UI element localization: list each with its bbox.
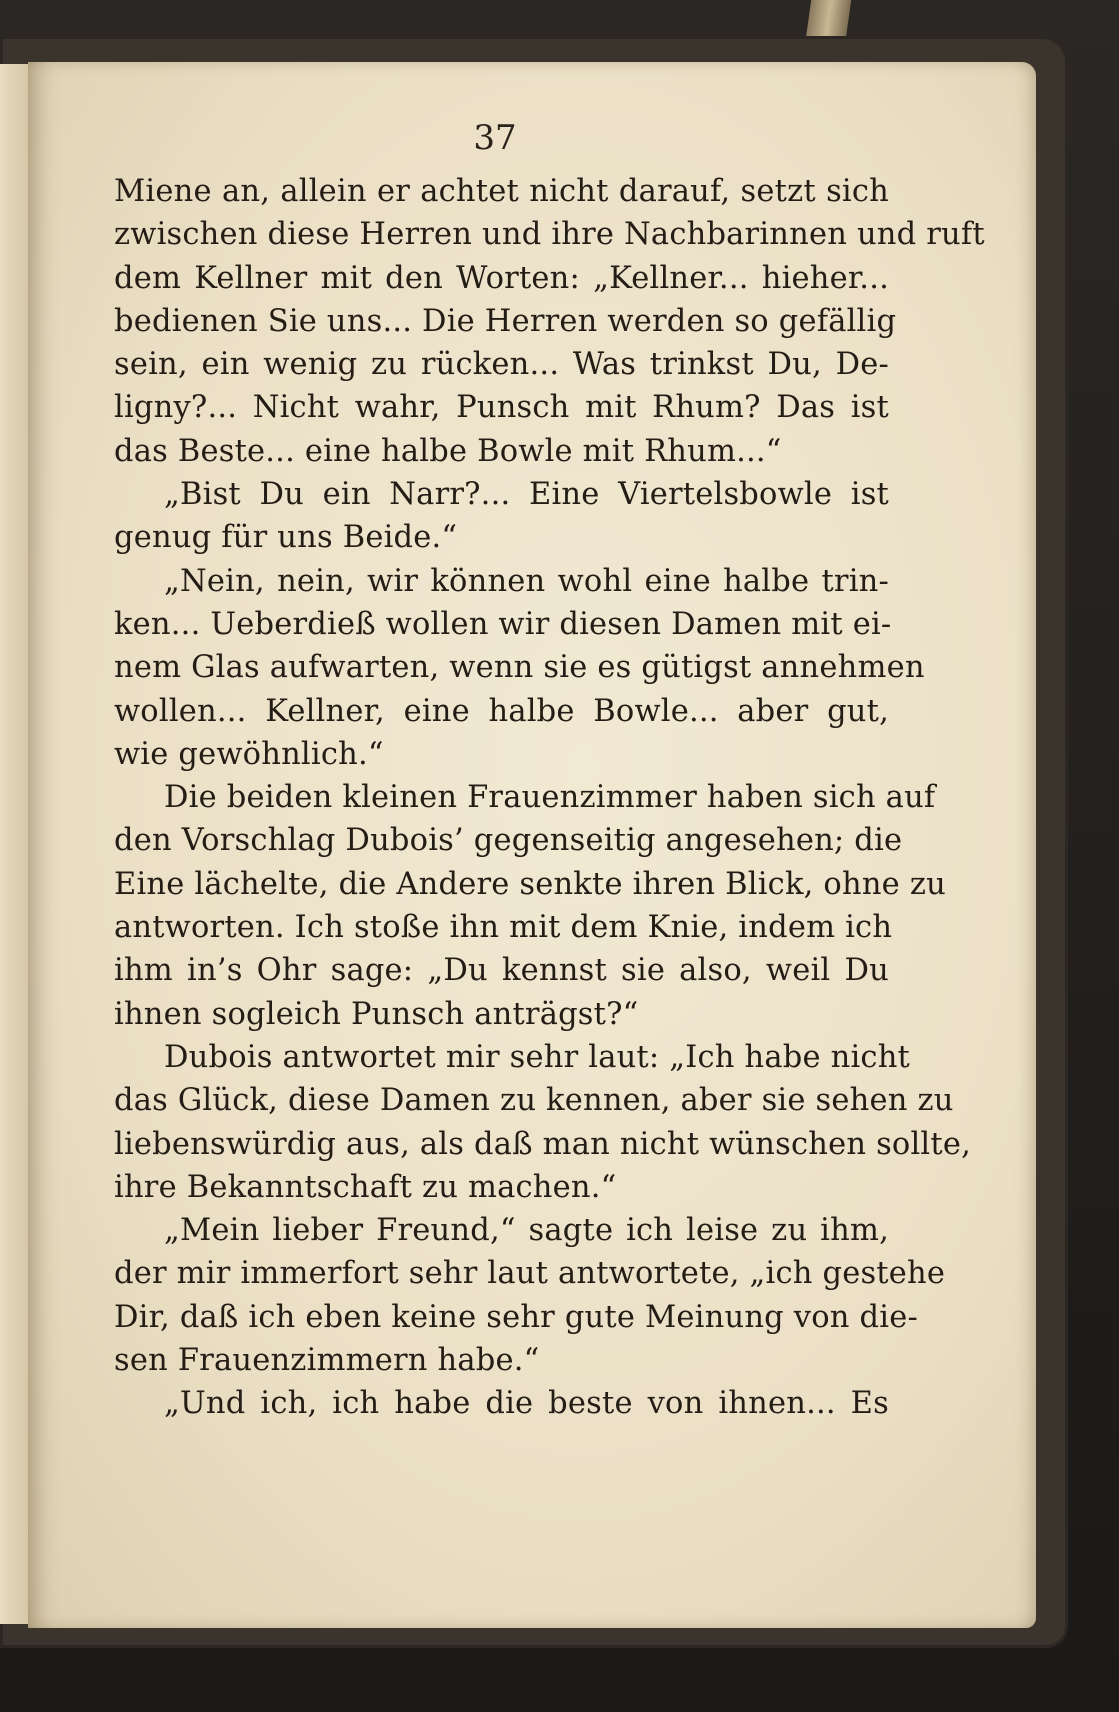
text-line: Dir, daß ich eben keine sehr gute Meinung von die- [114, 1299, 918, 1335]
text-line: „Bist Du ein Narr?... Eine Viertelsbowle ist [164, 477, 889, 513]
text-line: sen Frauenzimmern habe.“ [114, 1343, 540, 1379]
facing-page-edge [0, 64, 28, 1624]
text-line: dem Kellner mit den Worten: „Kellner... hieher... [114, 260, 889, 296]
text-line: wie gewöhnlich.“ [114, 736, 384, 772]
text-line: „Mein lieber Freund,“ sagte ich leise zu ihm, [164, 1213, 889, 1249]
text-line: der mir immerfort sehr laut antwortete, „ich gestehe [114, 1256, 946, 1292]
text-line: Eine lächelte, die Andere senkte ihren Blick, ohne zu [114, 866, 946, 902]
text-line: Dubois antwortet mir sehr laut: „Ich habe nicht [164, 1039, 911, 1075]
text-line: ken... Ueberdieß wollen wir diesen Damen mit ei- [114, 606, 892, 642]
text-line: ihnen sogleich Punsch anträgst?“ [114, 996, 639, 1032]
text-line: liebenswürdig aus, als daß man nicht wünschen sollte, [114, 1126, 971, 1162]
text-line: ihre Bekanntschaft zu machen.“ [114, 1169, 617, 1205]
text-line: sein, ein wenig zu rücken... Was trinkst Du, De- [114, 347, 889, 383]
text-line: „Nein, nein, wir können wohl eine halbe trin- [164, 563, 889, 599]
text-line: Miene an, allein er achtet nicht darauf, setzt sich [114, 174, 889, 209]
text-line: wollen... Kellner, eine halbe Bowle... aber gut, [114, 693, 889, 729]
text-line: Die beiden kleinen Frauenzimmer haben sich auf [164, 780, 936, 816]
text-line: ihm in’s Ohr sage: „Du kennst sie also, weil Du [114, 953, 889, 989]
text-line: bedienen Sie uns... Die Herren werden so gefällig [114, 303, 897, 339]
text-line: zwischen diese Herren und ihre Nachbarinnen und ruft [114, 217, 985, 253]
text-line: antworten. Ich stoße ihn mit dem Knie, indem ich [114, 910, 893, 946]
text-line: das Glück, diese Damen zu kennen, aber sie sehen zu [114, 1083, 954, 1119]
text-line: nem Glas aufwarten, wenn sie es gütigst annehmen [114, 650, 925, 686]
page-text [114, 170, 985, 1426]
page-number: 37 [473, 118, 517, 158]
text-line: genug für uns Beide.“ [114, 520, 458, 556]
text-line: „Und ich, ich habe die beste von ihnen... Es [164, 1386, 889, 1422]
text-line: das Beste... eine halbe Bowle mit Rhum...“ [114, 433, 782, 469]
text-line: ligny?... Nicht wahr, Punsch mit Rhum? Das ist [114, 390, 889, 426]
text-line: den Vorschlag Dubois’ gegenseitig angesehen; die [114, 823, 903, 859]
